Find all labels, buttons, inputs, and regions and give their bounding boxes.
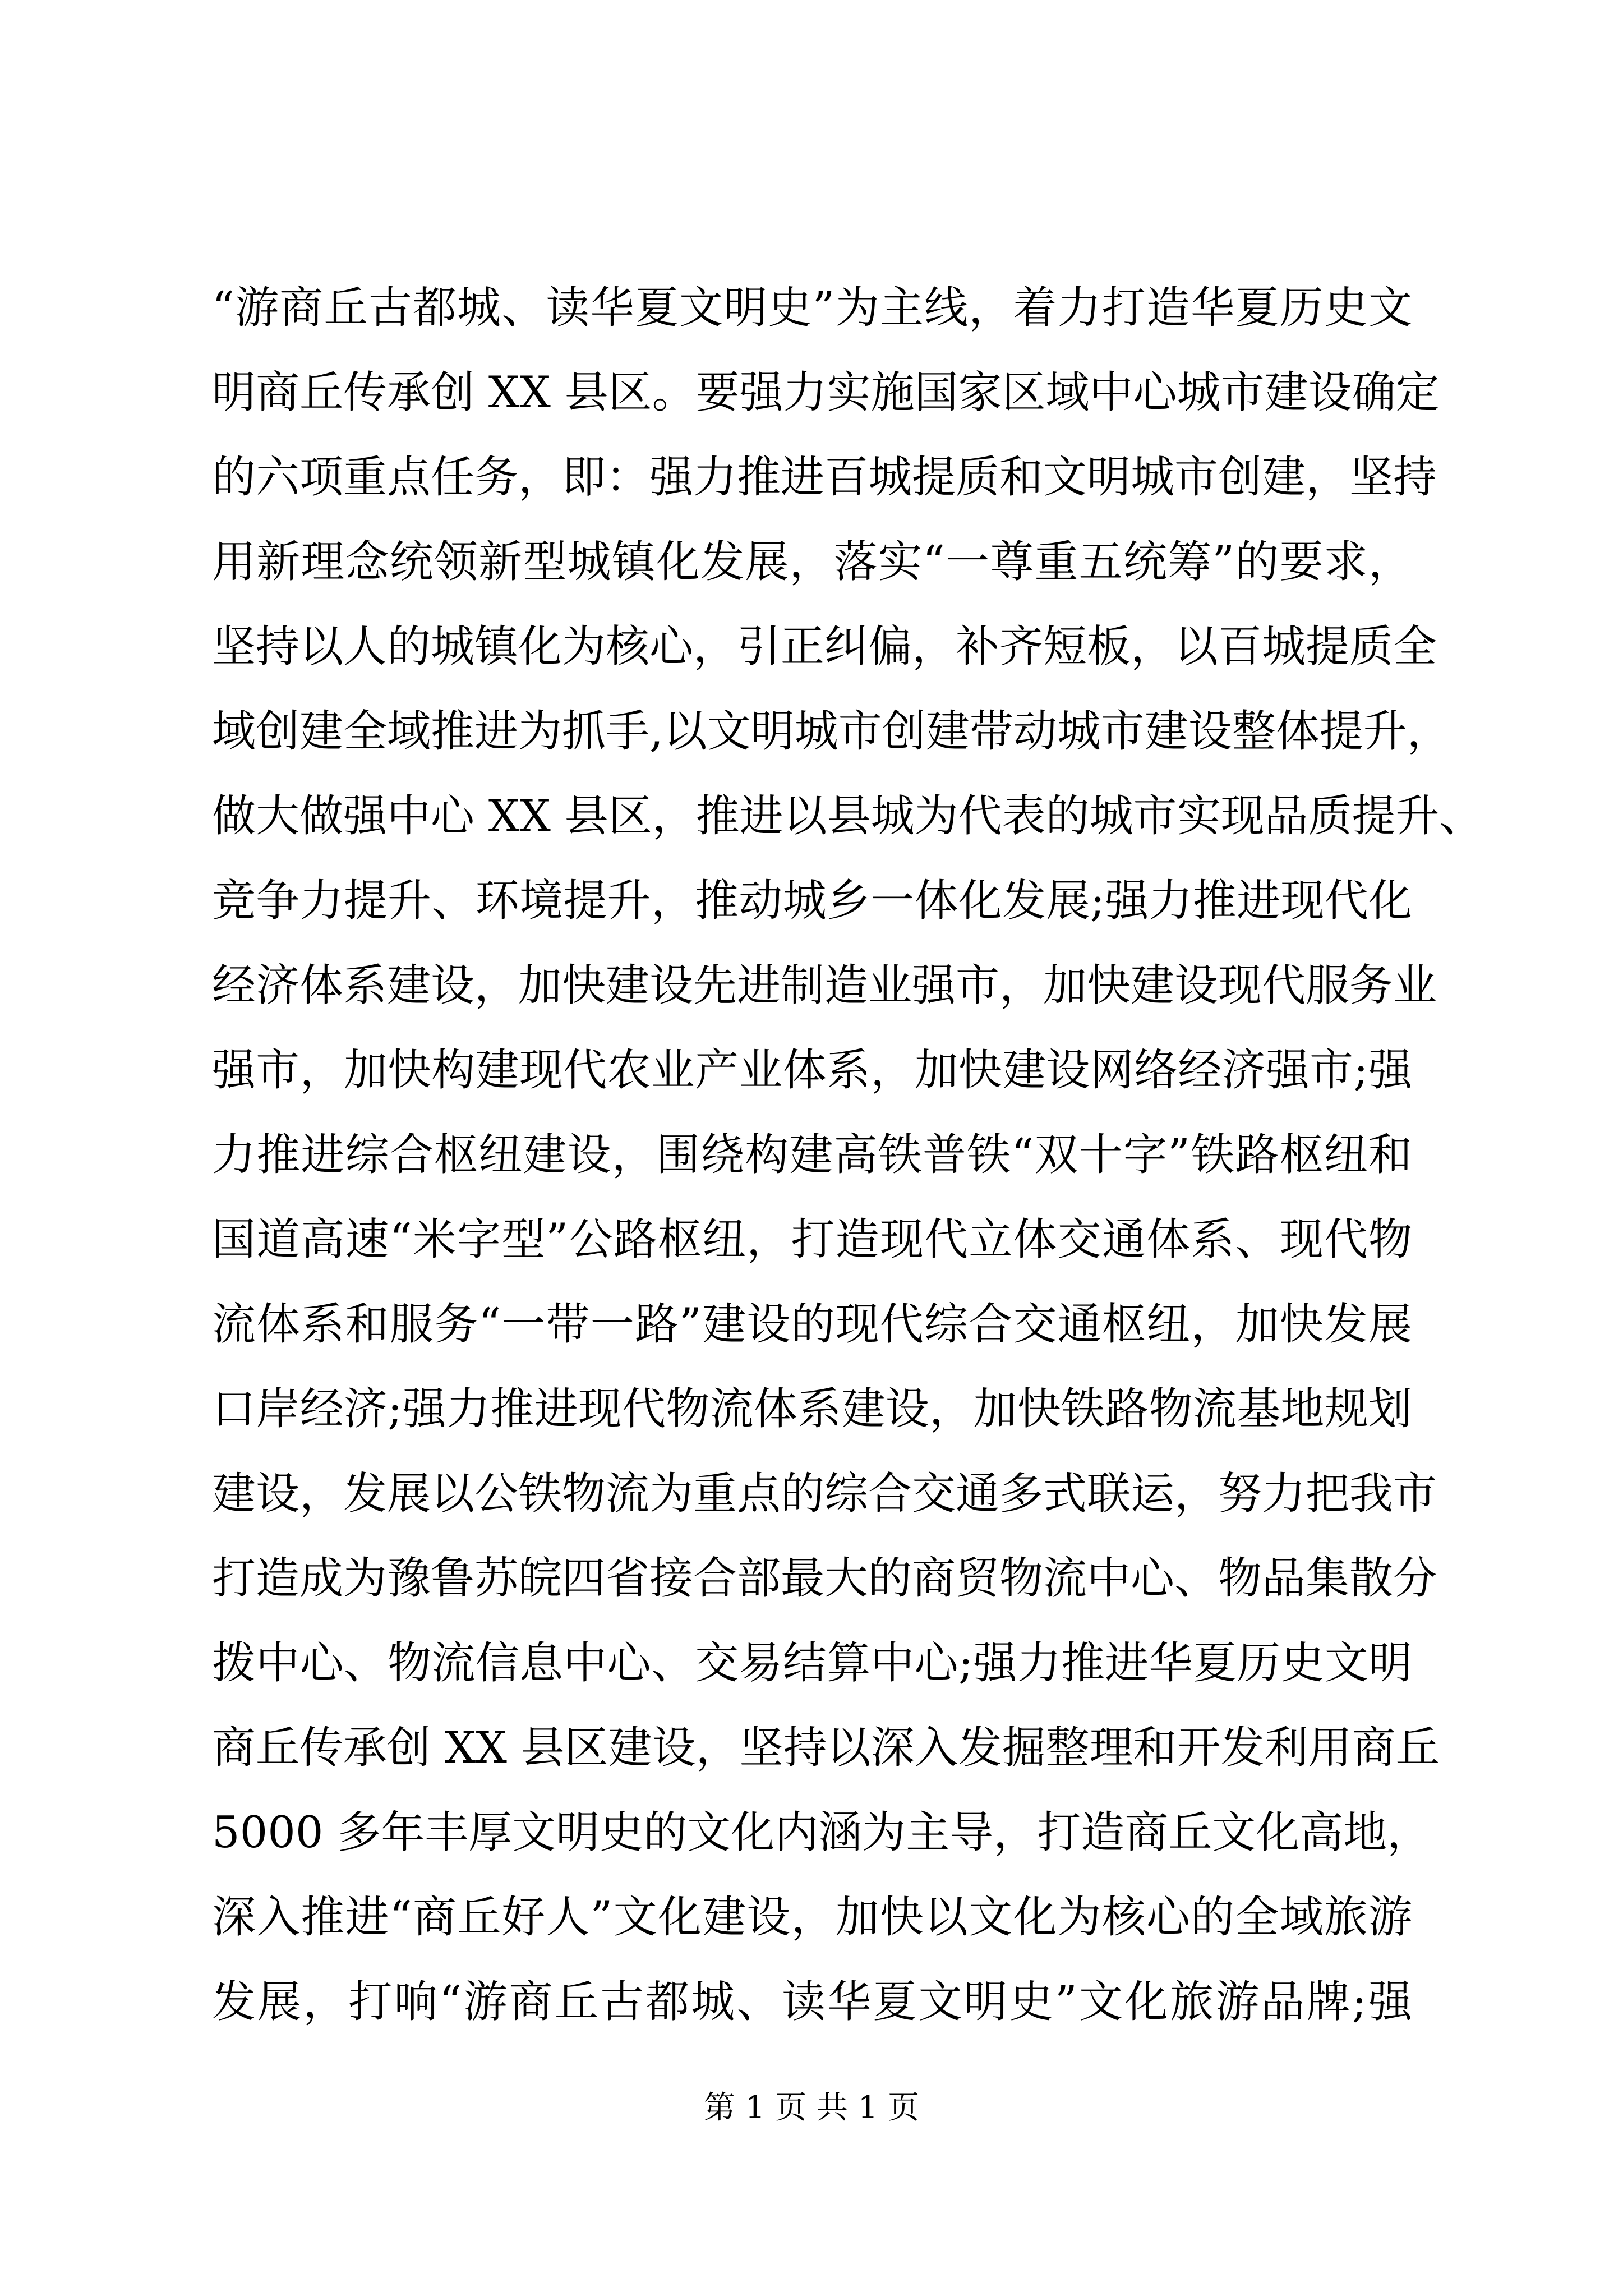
text-line: 发展，打响“游商丘古都城、读华夏文明史”文化旅游品牌;强 [212,1977,1412,2027]
text-line: 商丘传承创 XX 县区建设，坚持以深入发掘整理和开发利用商丘 [212,1723,1440,1773]
text-line: 拨中心、物流信息中心、交易结算中心;强力推进华夏历史文明 [212,1638,1412,1688]
text-line: 口岸经济;强力推进现代物流体系建设，加快铁路物流基地规划 [212,1384,1412,1434]
text-line: 明商丘传承创 XX 县区。要强力实施国家区域中心城市建设确定 [212,367,1440,418]
text-line: 强市，加快构建现代农业产业体系，加快建设网络经济强市;强 [212,1045,1412,1096]
text-line: 做大做强中心 XX 县区，推进以县城为代表的城市实现品质提升、 [212,791,1483,841]
text-line: “游商丘古都城、读华夏文明史”为主线，着力打造华夏历史文 [212,283,1412,333]
text-line: 流体系和服务“一带一路”建设的现代综合交通枢纽，加快发展 [212,1299,1412,1350]
text-line: 经济体系建设，加快建设先进制造业强市，加快建设现代服务业 [212,960,1437,1011]
text-line: 用新理念统领新型城镇化发展，落实“一尊重五统筹”的要求， [212,537,1412,587]
page-number-footer: 第 1 页 共 1 页 [703,2090,920,2126]
text-line: 建设，发展以公铁物流为重点的综合交通多式联运，努力把我市 [212,1469,1437,1519]
text-line: 域创建全域推进为抓手,以文明城市创建带动城市建设整体提升， [212,706,1451,757]
text-line: 5000 多年丰厚文明史的文化内涵为主导，打造商丘文化高地， [212,1807,1431,1858]
text-line: 竞争力提升、环境提升，推动城乡一体化发展;强力推进现代化 [212,876,1412,926]
text-line: 国道高速“米字型”公路枢纽，打造现代立体交通体系、现代物 [212,1214,1412,1265]
text-line: 坚持以人的城镇化为核心，引正纠偏，补齐短板，以百城提质全 [212,622,1437,672]
text-line: 打造成为豫鲁苏皖四省接合部最大的商贸物流中心、物品集散分 [212,1553,1437,1604]
text-line: 深入推进“商丘好人”文化建设，加快以文化为核心的全域旅游 [212,1892,1412,1943]
text-line: 的六项重点任务，即：强力推进百城提质和文明城市创建，坚持 [212,452,1437,503]
text-line: 力推进综合枢纽建设，围绕构建高铁普铁“双十字”铁路枢纽和 [212,1130,1412,1180]
body-paragraph [212,266,1483,2045]
